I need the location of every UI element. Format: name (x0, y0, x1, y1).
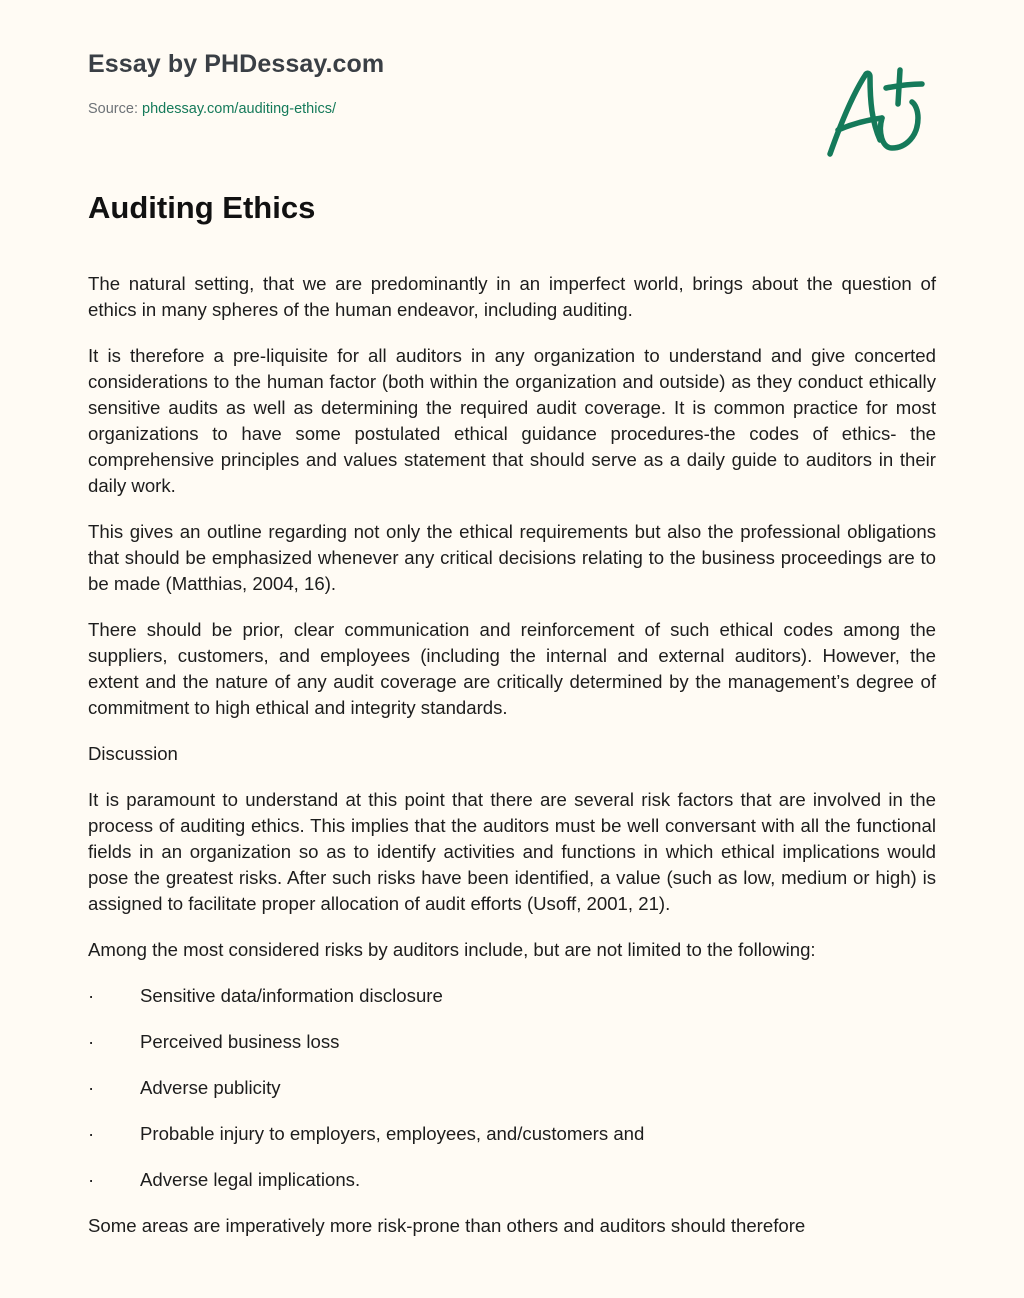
essay-title: Auditing Ethics (88, 190, 316, 225)
paragraph: Among the most considered risks by auditors include, but are not limited to the following: (88, 939, 816, 960)
essay-body (88, 271, 936, 1259)
source-line (88, 101, 336, 117)
risk-list-item (88, 983, 936, 1009)
risk-list-item (88, 1167, 936, 1193)
risk-list-item (88, 1075, 936, 1101)
risk-text: Adverse publicity (140, 1077, 281, 1098)
risk-text: Probable injury to employers, employees, and/customers and (140, 1123, 645, 1144)
paragraph: It is paramount to understand at this point that there are several risk factors that are involved in the process of auditing ethics. This implies that the auditors must be well conversant with all the functional fields in an organization so as to identify activities and functions in which ethical implications would pose the greatest risks. After such risks have been identified, a value (such as low, medium or high) is assigned to facilitate proper allocation of audit efforts (Usoff, 2001, 21). (88, 789, 936, 914)
source-link[interactable]: phdessay.com/auditing-ethics/ (142, 101, 336, 117)
source-label: Source: (88, 101, 142, 117)
bullet-dot: · (88, 1031, 95, 1052)
bullet-dot: · (88, 1123, 95, 1144)
risk-list-item (88, 1029, 936, 1055)
bullet-dot: · (88, 1077, 95, 1098)
paragraph: It is therefore a pre-liquisite for all auditors in any organization to understand and give concerted considerations to the human factor (both within the organization and outside) as they conduct ethically sensitive audits as well as determining the required audit coverage. It is common practice for most organizations to have some postulated ethical guidance procedures-the codes of ethics- the comprehensive principles and values statement that should serve as a daily guide to auditors in their daily work. (88, 345, 936, 496)
bullet-dot: · (88, 985, 95, 1006)
risk-text: Sensitive data/information disclosure (140, 985, 443, 1006)
section-heading-discussion: Discussion (88, 743, 178, 764)
risk-text: Adverse legal implications. (140, 1169, 361, 1190)
site-brand: Essay by PHDessay.com (88, 50, 385, 78)
bullet-dot: · (88, 1169, 95, 1190)
paragraph: The natural setting, that we are predominantly in an imperfect world, brings about the question of ethics in many spheres of the human endeavor, including auditing. (88, 273, 936, 320)
a-plus-grade-icon (826, 62, 930, 162)
risk-text: Perceived business loss (140, 1031, 340, 1052)
paragraph: There should be prior, clear communication and reinforcement of such ethical codes among the suppliers, customers, and employees (including the internal and external auditors). However, the extent and the nature of any audit coverage are critically determined by the management’s degree of commitment to high ethical and integrity standards. (88, 619, 936, 718)
paragraph: This gives an outline regarding not only the ethical requirements but also the professional obligations that should be emphasized whenever any critical decisions relating to the business proceedings are to be made (Matthias, 2004, 16). (88, 521, 936, 594)
paragraph-truncated: Some areas are imperatively more risk-prone than others and auditors should therefore (88, 1215, 806, 1236)
risk-list-item (88, 1121, 936, 1147)
